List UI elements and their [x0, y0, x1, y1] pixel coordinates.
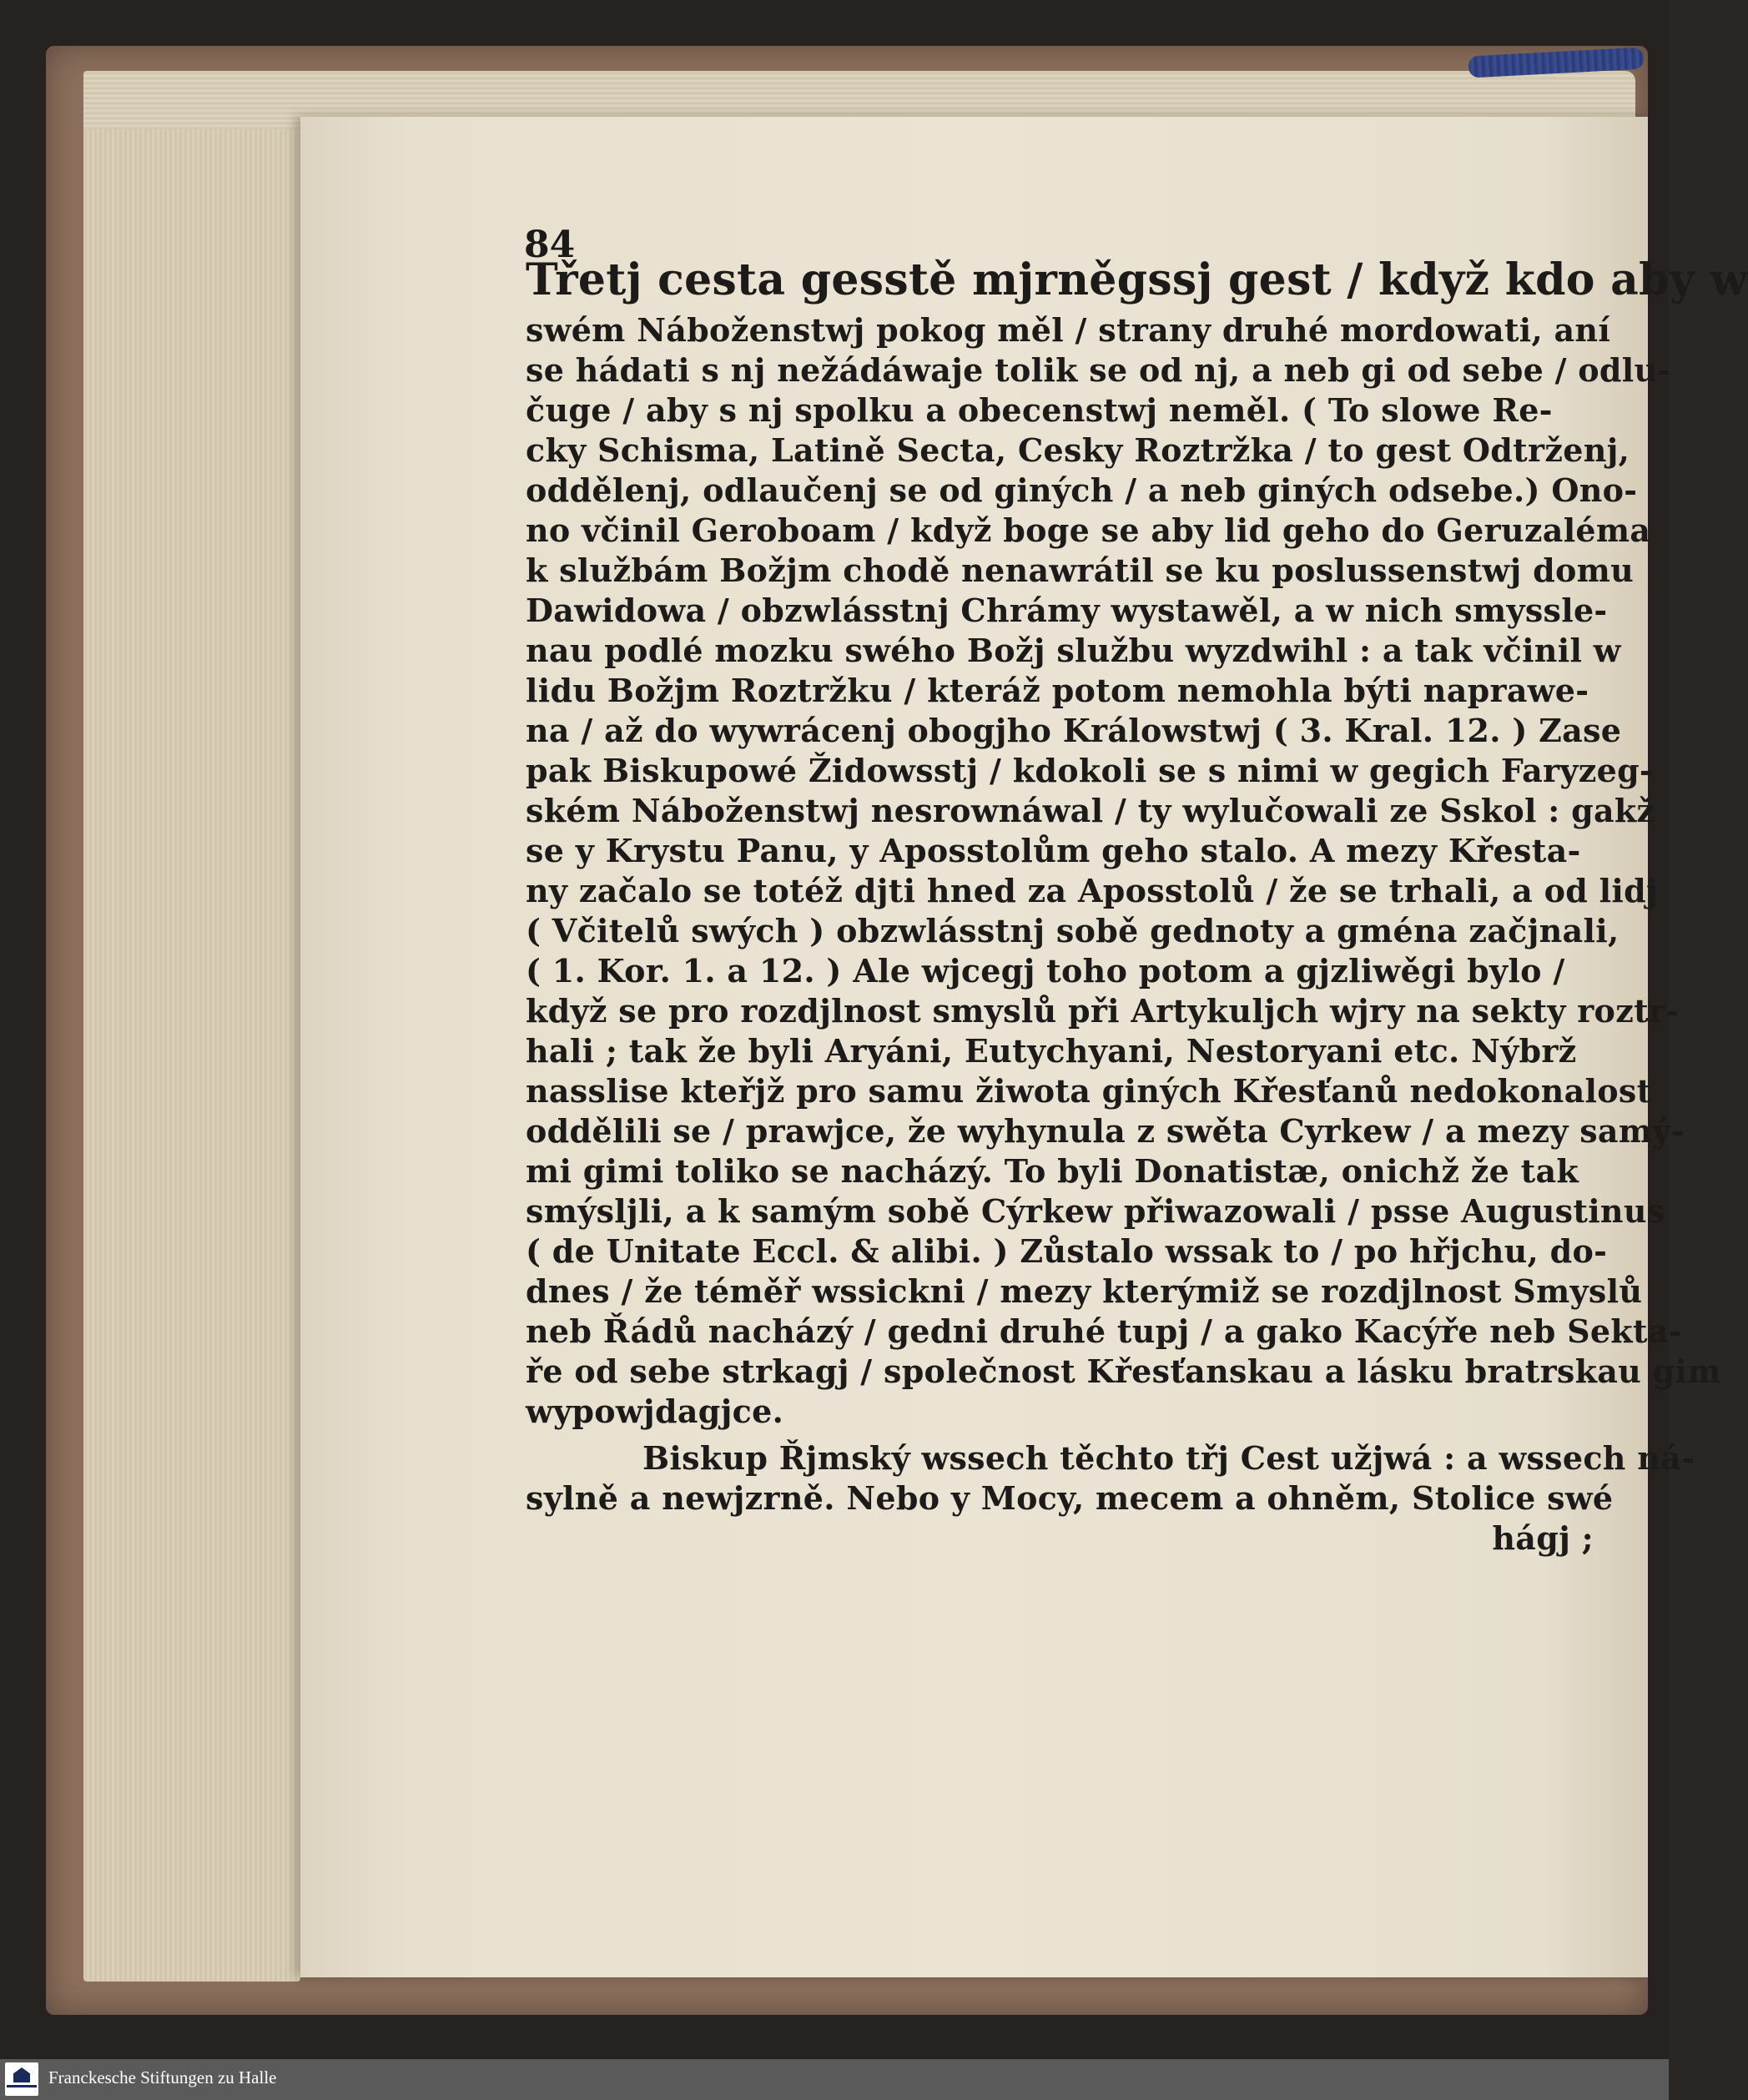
page-block-edges — [83, 71, 300, 1982]
text-line: wypowjdagjce. — [526, 1392, 784, 1430]
text-line: ském Náboženstwj nesrownáwal / ty wylučowali ze Sskol : gakž — [526, 792, 1655, 829]
institution-name: Franckesche Stiftungen zu Halle — [48, 2067, 277, 2087]
text-line: čuge / aby s nj spolku a obecenstwj neměl. ( To slowe Re- — [526, 391, 1553, 429]
text-line: Dawidowa / obzwlásstnj Chrámy wystawěl, a w nich smyssle- — [526, 592, 1608, 629]
text-line: když se pro rozdjlnost smyslů při Artykuljch wjry na sekty roztr- — [526, 992, 1680, 1030]
institution-logo-icon — [5, 2062, 38, 2096]
text-line: oddělenj, odlaučenj se od giných / a neb giných odsebe.) Ono- — [526, 471, 1638, 509]
text-line: ny začalo se totéž djti hned za Aposstolů / že se trhali, a od lidj — [526, 872, 1659, 909]
text-line: Třetj cesta gesstě mjrněgssj gest / když kdo aby w — [526, 254, 1748, 305]
text-line: ( de Unitate Eccl. & alibi. ) Zůstalo wssak to / po hřjchu, do- — [526, 1232, 1608, 1270]
text-line: ( 1. Kor. 1. a 12. ) Ale wjcegj toho potom a gjzliwěgi bylo / — [526, 952, 1565, 990]
text-line: nau podlé mozku swého Božj službu wyzdwihl : a tak včinil w — [526, 632, 1621, 669]
page-text — [526, 250, 1748, 1559]
text-line: ( Včitelů swých ) obzwlásstnj sobě gednoty a gména začjnali, — [526, 912, 1620, 949]
text-line: hali ; tak že byli Aryáni, Eutychyani, Nestoryani etc. Nýbrž — [526, 1032, 1577, 1070]
text-line: mi gimi toliko se nacházý. To byli Donatistæ, onichž že tak — [526, 1152, 1579, 1190]
text-line: pak Biskupowé Židowsstj / kdokoli se s nimi w gegich Faryzeg- — [526, 752, 1654, 789]
text-line: Biskup Řjmský wssech těchto třj Cest užjwá : a wssech ná- — [642, 1439, 1695, 1477]
catchword: hágj ; — [1492, 1519, 1594, 1557]
text-line: oddělili se / prawjce, že wyhynula z swěta Cyrkew / a mezy samý- — [526, 1112, 1685, 1150]
text-line: swém Náboženstwj pokog měl / strany druhé mordowati, aní — [526, 311, 1611, 349]
text-line: se hádati s nj nežádáwaje tolik se od nj, a neb gi od sebe / odlu- — [526, 351, 1671, 389]
text-line: lidu Božjm Roztržku / kteráž potom nemohla býti naprawe- — [526, 672, 1589, 709]
text-line: ře od sebe strkagj / společnost Křesťanskau a lásku bratrskau gim — [526, 1352, 1721, 1390]
text-line: na / až do wywrácenj obogjho Králowstwj ( 3. Kral. 12. ) Zase — [526, 712, 1622, 749]
text-line: smýsljli, a k samým sobě Cýrkew přiwazowali / psse Augustinus — [526, 1192, 1665, 1230]
page-number: 84 — [524, 224, 576, 266]
text-line: se y Krystu Panu, y Aposstolům geho stalo. A mezy Křesta- — [526, 832, 1581, 869]
viewer-footer — [0, 2059, 1669, 2100]
text-line: k službám Božjm chodě nenawrátil se ku poslussenstwj domu — [526, 551, 1635, 589]
text-line: neb Řádů nacházý / gedni druhé tupj / a gako Kacýře neb Sekta- — [526, 1312, 1682, 1350]
text-line: cky Schisma, Latině Secta, Cesky Roztržka / to gest Odtrženj, — [526, 431, 1630, 469]
text-line: dnes / že téměř wssickni / mezy kterýmiž se rozdjlnost Smyslů — [526, 1272, 1643, 1310]
text-line: nasslise kteřjž pro samu žiwota giných Křesťanů nedokonalost — [526, 1072, 1652, 1110]
text-line: sylně a newjzrně. Nebo y Mocy, mecem a ohněm, Stolice swé — [526, 1479, 1614, 1517]
text-line: no včinil Geroboam / když boge se aby lid geho do Geruzaléma — [526, 511, 1651, 549]
